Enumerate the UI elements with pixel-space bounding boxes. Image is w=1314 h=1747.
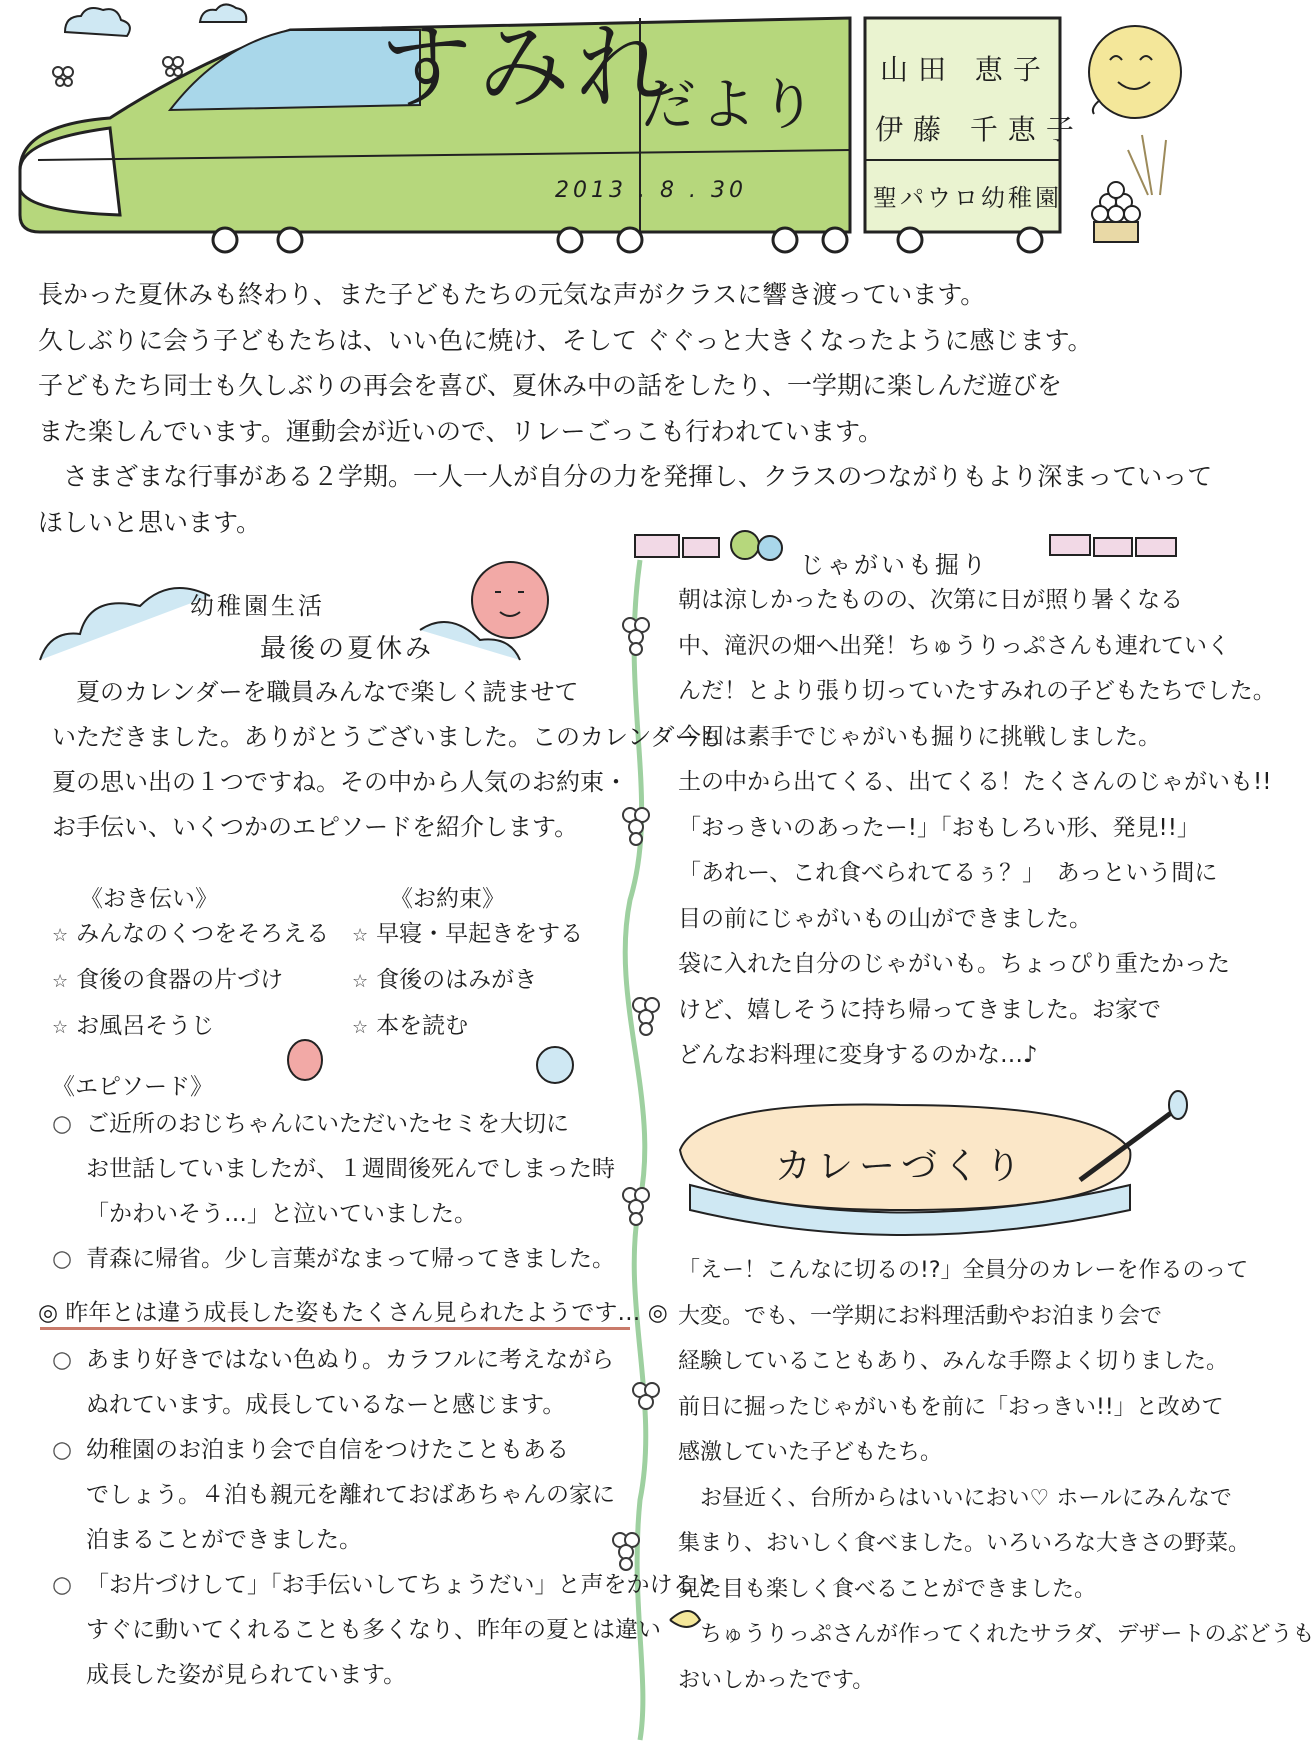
body-line: おいしかったです。 [678,1667,875,1693]
episode-line: 「お片づけして」「お手伝いしてちょうだい」と声をかけると [86,1572,719,1598]
body-line: 土の中から出てくる、出てくる！たくさんのじゃがいも!! [678,769,1272,795]
swirl-icon: ◎ [38,1300,59,1326]
star-icon: ☆ [352,925,369,946]
list-item [52,912,329,958]
episode-line: 「かわいそう…」と泣いていました。 [86,1201,477,1227]
body-line: お昼近く、台所からはいいにおい♡ ホールにみんなで [678,1485,1232,1511]
episode-line: でしょう。４泊も親元を離れておばあちゃんの家に [86,1482,615,1508]
sun-icon [472,562,548,638]
moon-face-icon [1089,26,1181,118]
body-line: 目の前にじゃがいもの山ができました。 [678,905,1092,932]
episode-list [52,1102,642,1282]
body-line: 夏の思い出の１つですね。その中から人気のお約束・ [52,768,628,796]
body-line: ちゅうりっぷさんが作ってくれたサラダ、デザートのぶどうも [678,1622,1314,1647]
episode-line: ぬれています。成長しているなーと感じます。 [86,1392,566,1418]
list-item-label: 食後の食器の片づけ [76,967,284,993]
intro-line: ほしいと思います。 [38,507,262,537]
body-line: 大変。でも、一学期にお料理活動やお泊まり会で [678,1303,1163,1329]
swirl-icon: ◎ [647,1300,668,1326]
school-name: 聖パウロ幼稚園 [873,184,1062,212]
body-line: 朝は涼しかったものの、次第に日が照り暑くなる [678,587,1184,613]
episode-heading: 《エピソード》 [52,1074,213,1100]
section-body [678,578,1276,1079]
newsletter-subtitle: だより [640,73,820,138]
star-icon: ☆ [52,1017,69,1038]
body-line: 経験していることもあり、みんな手際よく切りました。 [678,1349,1229,1374]
help-heading: 《おき伝い》 [80,886,218,912]
intro-line: さまざまな行事がある２学期。一人一人が自分の力を発揮し、クラスのつながりもより深まっていって [38,462,1213,491]
list-item [52,1563,719,1608]
list-item [352,1004,583,1050]
highlight-sentence [38,1294,668,1327]
list-item [52,1102,642,1147]
list-item [352,958,583,1004]
intro-line: 久しぶりに会う子どもたちは、いい色に焼け、そして ぐぐっと大きくなったように感じます。 [38,325,1093,355]
intro-line: また楽しんでいます。運動会が近いので、リレーごっこも行われています。 [38,416,884,446]
list-item-label: お風呂そうじ [76,1013,215,1039]
curry-title: カレーづくり [775,1146,1028,1187]
list-item-label: みんなのくつをそろえる [76,921,330,947]
issue-date: 2013 . 8 . 30 [555,178,747,203]
star-icon: ☆ [52,925,69,946]
body-line: どんなお料理に変身するのかな…♪ [678,1042,1038,1068]
section-body [52,670,723,850]
section-body [678,1248,1314,1703]
list-item-label: 本を読む [376,1013,469,1039]
body-line: 夏のカレンダーを職員みんなで楽しく読ませて [52,678,579,706]
episode-line: ご近所のおじちゃんにいただいたセミを大切に [86,1111,569,1137]
episode-line: すぐに動いてくれることも多くなり、昨年の夏とは違い [86,1617,661,1643]
highlight-text: 昨年とは違う成長した姿もたくさん見られたようです… [65,1300,641,1326]
intro-paragraph [38,272,1213,545]
list-item-label: 早寝・早起きをする [376,921,584,947]
list-item [52,958,329,1004]
bullet-icon: ○ [52,1246,73,1272]
cloud-icon [65,4,246,36]
bullet-icon: ○ [52,1347,73,1373]
newsletter-title: すみれ [380,14,675,121]
list-item-label: 食後のはみがき [376,967,538,993]
episode-list [52,1338,719,1698]
author-name: 山田 恵子 [880,53,1051,86]
body-line: 今回は素手でじゃがいも掘りに挑戦しました。 [678,723,1161,750]
star-icon: ☆ [52,971,69,992]
body-line: 中、滝沢の畑へ出発！ちゅうりっぷさんも連れていく [678,632,1230,659]
episode-line: 泊まることができました。 [86,1527,362,1553]
episode-line: お世話していましたが、１週間後死んでしまった時 [86,1156,615,1182]
episode-line: 成長した姿が見られています。 [86,1662,407,1688]
body-line: 見た目も楽しく食べることができました。 [678,1576,1097,1602]
episode-line: 青森に帰省。少し言葉がなまって帰ってきました。 [86,1246,615,1272]
body-line: 感激していた子どもたち。 [678,1440,943,1465]
body-line: 「おっきいのあったー!」「おもしろい形、発見!!」 [678,814,1200,841]
list-item [352,912,583,958]
body-line: 前日に掘ったじゃがいもを前に「おっきい!!」と改めて [678,1394,1224,1420]
body-line: 「えー！こんなに切るの!?」全員分のカレーを作るのって [678,1258,1249,1283]
highlight-underline [40,1327,630,1330]
body-line: 集まり、おいしく食べました。いろいろな大きさの野菜。 [678,1531,1251,1556]
bullet-icon: ○ [52,1437,73,1463]
body-line: 「あれー、これ食べられてるぅ？」 あっという間に [678,860,1218,886]
list-item [52,1237,642,1282]
butterfly-icon [53,57,183,86]
body-line: 袋に入れた自分のじゃがいも。ちょっぴり重たかった [678,951,1230,977]
star-icon: ☆ [352,971,369,992]
list-item [52,1004,329,1050]
tsukimi-dango-icon [1092,135,1166,242]
body-line: んだ！とより張り切っていたすみれの子どもたちでした。 [678,678,1276,704]
promise-heading: 《お約束》 [390,886,505,912]
bullet-icon: ○ [52,1111,73,1137]
episode-line: 幼稚園のお泊まり会で自信をつけたこともある [86,1437,569,1463]
star-icon: ☆ [352,1017,369,1038]
body-line: けど、嬉しそうに持ち帰ってきました。お家で [678,996,1161,1023]
promise-list [352,912,583,1050]
episode-line: あまり好きではない色ぬり。カラフルに考えながら [86,1347,615,1373]
author-name: 伊藤 千恵子 [875,113,1084,146]
section-title: 幼稚園生活 [190,592,325,620]
section-subtitle: 最後の夏休み [260,634,435,664]
tree-icon [731,531,782,560]
bullet-icon: ○ [52,1572,73,1598]
body-line: いただきました。ありがとうございました。このカレンダーも [52,723,723,751]
help-list [52,912,329,1050]
list-item [52,1428,642,1473]
list-item [52,1338,642,1383]
section-title: じゃがいも掘り [800,551,989,579]
intro-line: 長かった夏休みも終わり、また子どもたちの元気な声がクラスに響き渡っています。 [38,280,986,309]
body-line: お手伝い、いくつかのエピソードを紹介します。 [52,813,579,841]
intro-line: 子どもたち同士も久しぶりの再会を喜び、夏休み中の話をしたり、一学期に楽しんだ遊びを [38,371,1063,400]
